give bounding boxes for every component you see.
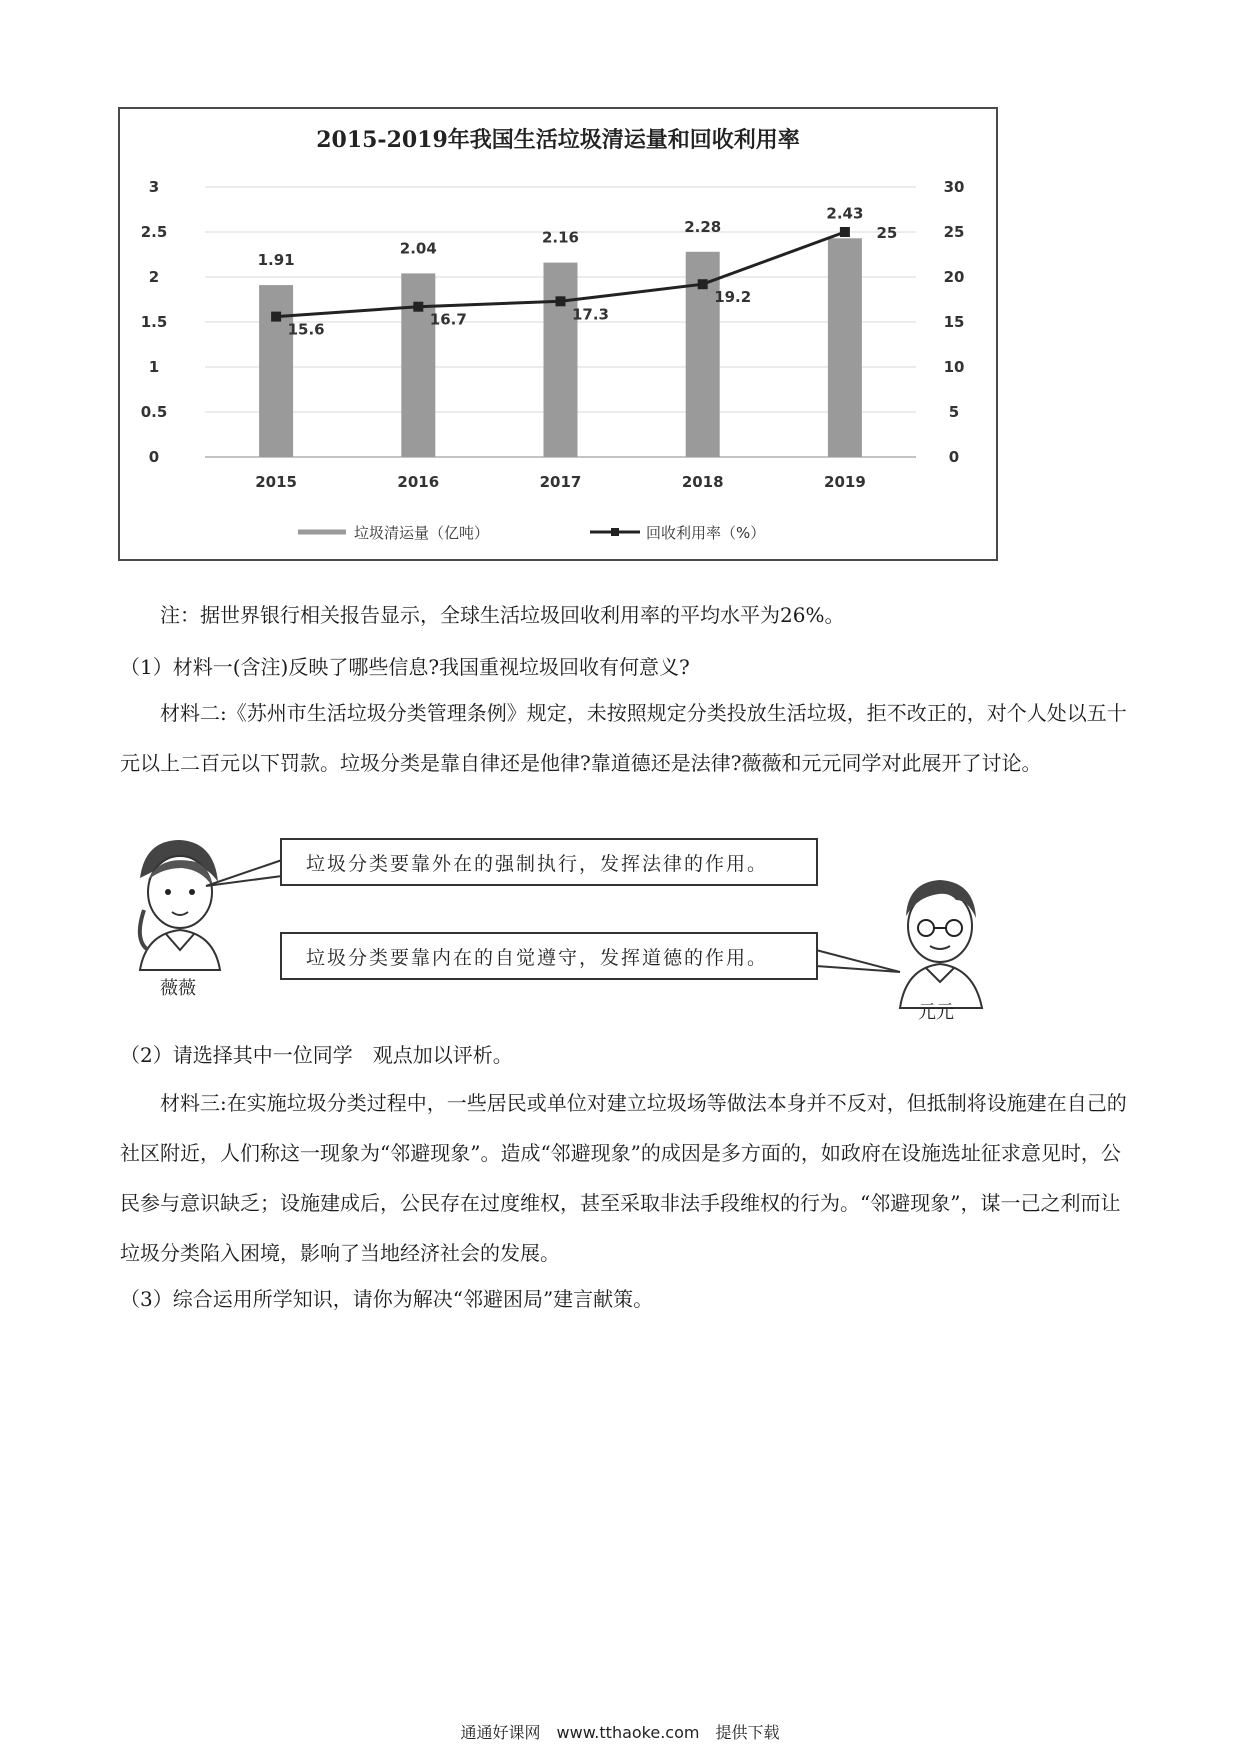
bar-data-label: 1.91 (257, 251, 295, 270)
x-tick-label: 2019 (824, 473, 866, 491)
question-3: （3）综合运用所学知识，请你为解决“邻避困局”建言献策。 (120, 1287, 654, 1311)
y-left-tick-label: 1 (148, 358, 160, 376)
line-point (413, 302, 423, 312)
material-2: 材料二:《苏州市生活垃圾分类管理条例》规定，未按照规定分类投放生活垃圾，拒不改正的，对个人处以五十元以上二百元以下罚款。垃圾分类是靠自律还是他律?靠道德还是法律?薇薇和元元同学对此展开了讨论。 (120, 701, 1127, 775)
combo-chart (120, 109, 996, 559)
y-left-tick-label: 0 (148, 448, 160, 466)
bar-data-label: 2.28 (684, 217, 722, 236)
x-tick-label: 2016 (397, 473, 440, 491)
chart-container (118, 107, 998, 561)
bar (828, 238, 862, 457)
line-data-label: 17.3 (571, 305, 610, 324)
question-1: （1）材料一(含注)反映了哪些信息?我国重视垃圾回收有何意义? (120, 655, 690, 679)
page-footer: 通通好课网 www.tthaoke.com 提供下载 (460, 1723, 780, 1742)
x-tick-label: 2018 (681, 473, 724, 491)
line-point (556, 296, 566, 306)
line-data-label: 15.6 (287, 320, 325, 339)
weiwei-speech-bubble: 垃圾分类要靠外在的强制执行，发挥法律的作用。 (280, 838, 818, 886)
y-left-tick-label: 2 (148, 268, 160, 286)
chart-note: 注：据世界银行相关报告显示，全球生活垃圾回收利用率的平均水平为26%。 (160, 603, 845, 627)
x-tick-label: 2015 (255, 473, 297, 491)
line-point (271, 312, 281, 322)
bar-data-label: 2.16 (541, 228, 580, 247)
line-data-label: 25 (876, 224, 898, 242)
material-3: 材料三:在实施垃圾分类过程中，一些居民或单位对建立垃圾场等做法本身并不反对，但抵制将设施建在自己的社区附近，人们称这一现象为“邻避现象”。造成“邻避现象”的成因是多方面的，如政府在设施选址征求意见时，公民参与意识缺乏；设施建成后，公民存在过度维权，甚至采取非法手段维权的行为。“邻避现象”，谋一己之利而让垃圾分类陷入困境，影响了当地经济社会的发展。 (120, 1091, 1127, 1265)
bar (401, 273, 435, 457)
bar-data-label: 2.04 (399, 239, 437, 258)
bubble2-tail (816, 950, 900, 972)
bubble1-tail (206, 860, 282, 886)
x-tick-label: 2017 (539, 473, 582, 491)
dialog-illustration (110, 830, 1010, 1030)
yuanyuan-speech-bubble: 垃圾分类要靠内在的自觉遵守，发挥道德的作用。 (280, 932, 818, 980)
y-right-tick-label: 5 (948, 403, 960, 421)
y-right-tick-label: 0 (948, 448, 960, 466)
y-right-tick-label: 20 (943, 268, 965, 286)
y-left-tick-label: 3 (148, 178, 160, 196)
y-right-tick-label: 30 (943, 178, 965, 196)
y-left-tick-label: 1.5 (140, 313, 168, 331)
bar-data-label: 2.43 (826, 204, 864, 223)
legend-line-label: 回收利用率（%） (646, 524, 766, 542)
yuanyuan-avatar (900, 880, 982, 1008)
y-right-tick-label: 25 (943, 223, 965, 241)
line-point (698, 279, 708, 289)
y-right-tick-label: 15 (943, 313, 965, 331)
line-data-label: 19.2 (714, 288, 752, 307)
question-2: （2）请选择其中一位同学 观点加以评析。 (120, 1043, 513, 1067)
y-right-tick-label: 10 (943, 358, 965, 376)
line-point (840, 227, 850, 237)
weiwei-avatar (140, 840, 220, 970)
legend-line-marker (611, 528, 619, 536)
weiwei-name: 薇薇 (160, 978, 196, 999)
line-data-label: 16.7 (429, 310, 467, 329)
bar (259, 285, 293, 457)
chart-title: 2015-2019年我国生活垃圾清运量和回收利用率 (316, 127, 800, 153)
yuanyuan-name: 元元 (918, 1002, 954, 1023)
y-left-tick-label: 2.5 (140, 223, 168, 241)
chart-legend (298, 524, 765, 542)
bar (544, 263, 578, 457)
legend-bar-label: 垃圾清运量（亿吨） (354, 524, 490, 542)
y-left-tick-label: 0.5 (140, 403, 168, 421)
